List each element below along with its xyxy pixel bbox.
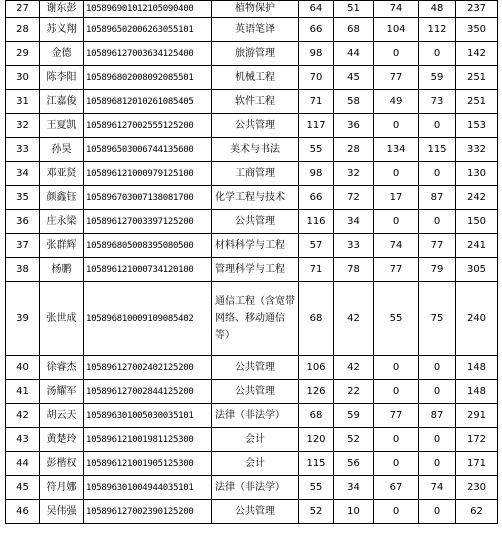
cell-score-3: 67 xyxy=(374,476,419,500)
cell-score-3: 17 xyxy=(374,186,419,210)
cell-major: 美术与书法 xyxy=(212,138,299,162)
cell-score-4: 112 xyxy=(419,18,456,42)
cell-score-1: 117 xyxy=(299,114,334,138)
cell-score-3: 74 xyxy=(374,1,419,18)
cell-score-3: 134 xyxy=(374,138,419,162)
cell-score-1: 115 xyxy=(299,452,334,476)
cell-number: 46 xyxy=(6,500,40,524)
cell-score-3: 0 xyxy=(374,42,419,66)
table-body xyxy=(6,1,498,524)
cell-score-4: 48 xyxy=(419,1,456,18)
exam-id-text: 10589681000910 xyxy=(86,313,158,324)
exam-id-text: 10589612700363 xyxy=(86,48,158,59)
cell-number: 45 xyxy=(6,476,40,500)
cell-exam-id xyxy=(84,1,212,18)
cell-score-1: 116 xyxy=(299,210,334,234)
cell-name: 杨鹏 xyxy=(40,258,84,282)
cell-major: 材料科学与工程 xyxy=(212,234,299,258)
cell-major: 工商管理 xyxy=(212,162,299,186)
cell-total: 172 xyxy=(456,428,498,452)
cell-exam-id xyxy=(84,18,212,42)
cell-score-2: 42 xyxy=(334,282,374,356)
exam-id-text: 10589612700284 xyxy=(86,386,158,397)
cell-score-1: 68 xyxy=(299,404,334,428)
cell-exam-id xyxy=(84,210,212,234)
cell-exam-id xyxy=(84,428,212,452)
exam-code-text: 8081700 xyxy=(157,192,194,203)
table-row xyxy=(6,234,498,258)
cell-score-2: 59 xyxy=(334,404,374,428)
cell-score-2: 51 xyxy=(334,1,374,18)
cell-major: 公共管理 xyxy=(212,356,299,380)
cell-score-2: 22 xyxy=(334,380,374,404)
cell-exam-id xyxy=(84,356,212,380)
cell-exam-id xyxy=(84,452,212,476)
cell-total: 142 xyxy=(456,42,498,66)
exam-id-text: 10589612100073 xyxy=(86,264,158,275)
cell-score-1: 98 xyxy=(299,42,334,66)
table-row xyxy=(6,18,498,42)
cell-score-1: 64 xyxy=(299,1,334,18)
table-row xyxy=(6,258,498,282)
cell-name: 谢东彭 xyxy=(40,1,84,18)
cell-score-2: 36 xyxy=(334,114,374,138)
table-row xyxy=(6,114,498,138)
cell-score-3: 0 xyxy=(374,428,419,452)
cell-score-3: 0 xyxy=(374,356,419,380)
cell-number: 31 xyxy=(6,90,40,114)
cell-score-2: 34 xyxy=(334,476,374,500)
table-row xyxy=(6,476,498,500)
exam-code-text: 7125200 xyxy=(157,216,194,227)
cell-score-4: 0 xyxy=(419,162,456,186)
cell-score-4: 0 xyxy=(419,114,456,138)
cell-number: 33 xyxy=(6,138,40,162)
cell-major: 软件工程 xyxy=(212,90,299,114)
cell-number: 35 xyxy=(6,186,40,210)
table-row xyxy=(6,186,498,210)
cell-score-2: 32 xyxy=(334,162,374,186)
table-row xyxy=(6,90,498,114)
cell-total: 171 xyxy=(456,452,498,476)
cell-score-1: 57 xyxy=(299,234,334,258)
cell-score-4: 0 xyxy=(419,356,456,380)
table-row xyxy=(6,282,498,356)
exam-code-text: 3055101 xyxy=(157,24,194,35)
exam-id-text: 10589612700339 xyxy=(86,216,158,227)
exam-id-text: 10589630100494 xyxy=(86,482,158,493)
cell-number: 30 xyxy=(6,66,40,90)
exam-code-text: 2125200 xyxy=(157,362,194,373)
cell-score-3: 55 xyxy=(374,282,419,356)
cell-name: 胡云天 xyxy=(40,404,84,428)
exam-id-text: 10589612700255 xyxy=(86,120,158,131)
cell-exam-id xyxy=(84,234,212,258)
cell-score-2: 78 xyxy=(334,258,374,282)
cell-name: 苏义翔 xyxy=(40,18,84,42)
exam-code-text: 4135600 xyxy=(157,144,194,155)
cell-score-1: 66 xyxy=(299,18,334,42)
exam-id-text: 10589680200809 xyxy=(86,72,158,83)
cell-score-1: 71 xyxy=(299,258,334,282)
cell-score-2: 33 xyxy=(334,234,374,258)
cell-number: 28 xyxy=(6,18,40,42)
cell-number: 32 xyxy=(6,114,40,138)
cell-total: 242 xyxy=(456,186,498,210)
cell-score-4: 73 xyxy=(419,90,456,114)
cell-major: 公共管理 xyxy=(212,500,299,524)
table-row xyxy=(6,66,498,90)
cell-exam-id xyxy=(84,186,212,210)
cell-exam-id xyxy=(84,42,212,66)
cell-name: 颜鑫钰 xyxy=(40,186,84,210)
cell-name: 张群辉 xyxy=(40,234,84,258)
cell-score-2: 10 xyxy=(334,500,374,524)
cell-name: 黄楚玲 xyxy=(40,428,84,452)
cell-exam-id xyxy=(84,114,212,138)
exam-code-text: 4120100 xyxy=(157,264,194,275)
cell-score-2: 56 xyxy=(334,452,374,476)
table-row xyxy=(6,500,498,524)
cell-major: 法律（非法学） xyxy=(212,476,299,500)
cell-score-2: 45 xyxy=(334,66,374,90)
cell-exam-id xyxy=(84,404,212,428)
table-row xyxy=(6,42,498,66)
table-row xyxy=(6,162,498,186)
cell-total: 305 xyxy=(456,258,498,282)
cell-name: 邓亚贤 xyxy=(40,162,84,186)
cell-score-4: 87 xyxy=(419,404,456,428)
cell-score-3: 0 xyxy=(374,452,419,476)
cell-score-3: 0 xyxy=(374,380,419,404)
cell-score-4: 0 xyxy=(419,210,456,234)
exam-code-text: 5125300 xyxy=(157,458,194,469)
cell-major: 公共管理 xyxy=(212,210,299,234)
cell-major: 管理科学与工程 xyxy=(212,258,299,282)
cell-number: 34 xyxy=(6,162,40,186)
cell-total: 240 xyxy=(456,282,498,356)
cell-score-2: 58 xyxy=(334,90,374,114)
cell-exam-id xyxy=(84,90,212,114)
table-row xyxy=(6,404,498,428)
cell-name: 金德 xyxy=(40,42,84,66)
cell-score-2: 44 xyxy=(334,42,374,66)
cell-number: 39 xyxy=(6,282,40,356)
cell-score-4: 115 xyxy=(419,138,456,162)
cell-score-1: 70 xyxy=(299,66,334,90)
cell-score-4: 87 xyxy=(419,186,456,210)
cell-score-4: 74 xyxy=(419,476,456,500)
table-row xyxy=(6,210,498,234)
cell-number: 43 xyxy=(6,428,40,452)
cell-major: 法律（非法学） xyxy=(212,404,299,428)
cell-score-3: 0 xyxy=(374,500,419,524)
exam-code-text: 0125200 xyxy=(157,506,194,517)
table-row xyxy=(6,380,498,404)
table-row xyxy=(6,428,498,452)
cell-score-1: 71 xyxy=(299,90,334,114)
cell-score-1: 52 xyxy=(299,500,334,524)
cell-score-4: 0 xyxy=(419,428,456,452)
exam-id-text: 10589612100097 xyxy=(86,168,158,179)
exam-code-text: 2085501 xyxy=(157,72,194,83)
exam-code-text: 4125400 xyxy=(157,48,194,59)
cell-exam-id xyxy=(84,476,212,500)
table-row xyxy=(6,1,498,18)
cell-score-4: 0 xyxy=(419,380,456,404)
cell-score-2: 68 xyxy=(334,18,374,42)
cell-number: 41 xyxy=(6,380,40,404)
cell-name: 江嘉俊 xyxy=(40,90,84,114)
cell-score-3: 77 xyxy=(374,66,419,90)
cell-name: 张世成 xyxy=(40,282,84,356)
cell-score-3: 0 xyxy=(374,210,419,234)
cell-number: 44 xyxy=(6,452,40,476)
cell-score-4: 75 xyxy=(419,282,456,356)
cell-score-3: 74 xyxy=(374,234,419,258)
cell-major: 旅游管理 xyxy=(212,42,299,66)
cell-number: 27 xyxy=(6,1,40,18)
cell-name: 徐睿杰 xyxy=(40,356,84,380)
cell-score-3: 49 xyxy=(374,90,419,114)
cell-name: 孙昊 xyxy=(40,138,84,162)
exam-id-text: 10589670300713 xyxy=(86,192,158,203)
cell-score-1: 106 xyxy=(299,356,334,380)
table-row xyxy=(6,138,498,162)
cell-number: 29 xyxy=(6,42,40,66)
cell-name: 庄永梁 xyxy=(40,210,84,234)
cell-total: 153 xyxy=(456,114,498,138)
cell-total: 251 xyxy=(456,66,498,90)
cell-score-4: 0 xyxy=(419,500,456,524)
exam-id-text: 10589612100198 xyxy=(86,434,158,445)
cell-major: 公共管理 xyxy=(212,114,299,138)
cell-major: 植物保护 xyxy=(212,1,299,18)
cell-number: 42 xyxy=(6,404,40,428)
table-row xyxy=(6,452,498,476)
cell-name: 符月娜 xyxy=(40,476,84,500)
cell-number: 36 xyxy=(6,210,40,234)
exam-id-text: 10589690101210 xyxy=(86,4,158,14)
cell-total: 350 xyxy=(456,18,498,42)
exam-code-text: 1085405 xyxy=(157,96,194,107)
cell-major: 通信工程（含宽带网络、移动通信等） xyxy=(212,282,299,356)
cell-score-2: 52 xyxy=(334,428,374,452)
cell-score-1: 66 xyxy=(299,186,334,210)
cell-total: 332 xyxy=(456,138,498,162)
exam-code-text: 5125200 xyxy=(157,120,194,131)
cell-number: 40 xyxy=(6,356,40,380)
exam-id-text: 10589650200626 xyxy=(86,24,158,35)
cell-exam-id xyxy=(84,380,212,404)
cell-name: 吴伟强 xyxy=(40,500,84,524)
cell-score-1: 98 xyxy=(299,162,334,186)
table-row xyxy=(6,356,498,380)
cell-exam-id xyxy=(84,138,212,162)
exam-code-text: 1125300 xyxy=(157,434,194,445)
cell-total: 150 xyxy=(456,210,498,234)
cell-score-2: 72 xyxy=(334,186,374,210)
cell-name: 王夏凯 xyxy=(40,114,84,138)
score-table xyxy=(5,0,498,524)
cell-major: 化学工程与技术 xyxy=(212,186,299,210)
cell-major: 英语笔译 xyxy=(212,18,299,42)
cell-total: 241 xyxy=(456,234,498,258)
cell-score-1: 126 xyxy=(299,380,334,404)
cell-exam-id xyxy=(84,500,212,524)
exam-id-text: 10589681201026 xyxy=(86,96,158,107)
exam-code-text: 5080500 xyxy=(157,240,194,251)
cell-score-1: 55 xyxy=(299,138,334,162)
cell-score-2: 42 xyxy=(334,356,374,380)
cell-total: 62 xyxy=(456,500,498,524)
cell-score-3: 77 xyxy=(374,258,419,282)
exam-id-text: 10589650300674 xyxy=(86,144,158,155)
cell-total: 148 xyxy=(456,380,498,404)
cell-exam-id xyxy=(84,258,212,282)
cell-major: 会计 xyxy=(212,452,299,476)
exam-id-text: 10589680500839 xyxy=(86,240,158,251)
cell-score-4: 79 xyxy=(419,258,456,282)
exam-code-text: 0035101 xyxy=(157,410,194,421)
exam-code-text: 4125200 xyxy=(157,386,194,397)
exam-id-text: 10589612100190 xyxy=(86,458,158,469)
cell-total: 291 xyxy=(456,404,498,428)
cell-score-3: 104 xyxy=(374,18,419,42)
cell-exam-id xyxy=(84,66,212,90)
cell-exam-id xyxy=(84,162,212,186)
cell-name: 彭楷权 xyxy=(40,452,84,476)
cell-total: 230 xyxy=(456,476,498,500)
cell-score-3: 0 xyxy=(374,114,419,138)
cell-score-1: 55 xyxy=(299,476,334,500)
exam-code-text: 9085402 xyxy=(157,313,194,324)
cell-exam-id xyxy=(84,282,212,356)
cell-total: 251 xyxy=(456,90,498,114)
cell-score-4: 59 xyxy=(419,66,456,90)
cell-score-2: 34 xyxy=(334,210,374,234)
cell-number: 37 xyxy=(6,234,40,258)
cell-score-4: 0 xyxy=(419,42,456,66)
cell-score-4: 77 xyxy=(419,234,456,258)
cell-total: 237 xyxy=(456,1,498,18)
exam-code-text: 4035101 xyxy=(157,482,194,493)
exam-code-text: 5090400 xyxy=(157,4,194,14)
exam-id-text: 10589630100503 xyxy=(86,410,158,421)
exam-code-text: 9125100 xyxy=(157,168,194,179)
cell-major: 机械工程 xyxy=(212,66,299,90)
cell-name: 陈李阳 xyxy=(40,66,84,90)
cell-score-1: 120 xyxy=(299,428,334,452)
cell-score-4: 0 xyxy=(419,452,456,476)
cell-total: 130 xyxy=(456,162,498,186)
cell-score-1: 68 xyxy=(299,282,334,356)
exam-id-text: 10589612700240 xyxy=(86,362,158,373)
cell-major: 公共管理 xyxy=(212,380,299,404)
cell-major: 会计 xyxy=(212,428,299,452)
cell-score-2: 28 xyxy=(334,138,374,162)
cell-score-3: 77 xyxy=(374,404,419,428)
exam-id-text: 10589612700239 xyxy=(86,506,158,517)
cell-total: 148 xyxy=(456,356,498,380)
cell-number: 38 xyxy=(6,258,40,282)
cell-score-3: 0 xyxy=(374,162,419,186)
cell-name: 汤耀军 xyxy=(40,380,84,404)
